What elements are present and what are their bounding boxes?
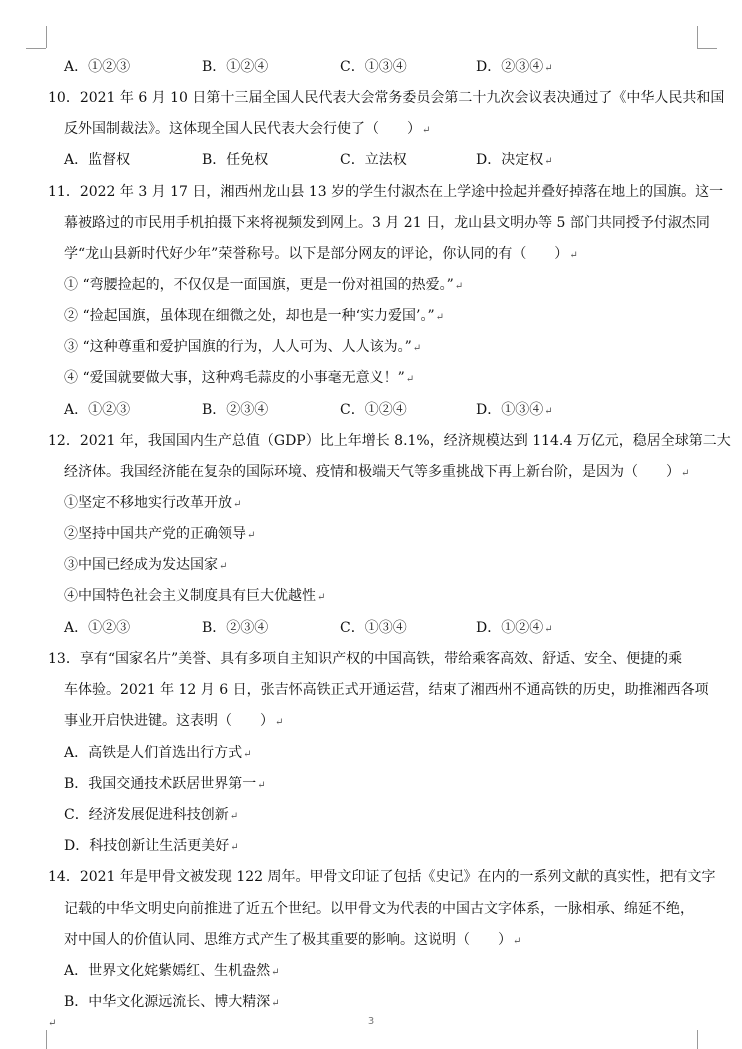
q10-option-d: D．决定权↵ bbox=[476, 152, 553, 168]
page-number: 3 bbox=[367, 1016, 375, 1027]
q14-choice-a: A．世界文化姹紫嫣红、生机盎然↵ bbox=[64, 963, 280, 979]
q11-stem-line-2: 幕被路过的市民用手机拍摄下来将视频发到网上。3 月 21 日，龙山县文明办等 5 部门共同授予付淑杰同 bbox=[64, 215, 710, 231]
q12-options bbox=[0, 613, 742, 644]
q13-choice-b: B．我国交通技术跃居世界第一↵ bbox=[64, 776, 266, 792]
q13-stem-line-1: 13．享有“国家名片”美誉、具有多项自主知识产权的中国高铁，带给乘客高效、舒适、安全、便捷的乘 bbox=[48, 651, 683, 667]
q11-stem-line-3: 学“龙山县新时代好少年”荣誉称号。以下是部分网友的评论，你认同的有（ ）↵ bbox=[64, 246, 578, 262]
q11-option-a: A．①②③ bbox=[64, 402, 131, 418]
q12-option-d: D．①②④↵ bbox=[476, 620, 553, 636]
q11-item-3: ③ “这种尊重和爱护国旗的行为，人人可为、人人该为。”↵ bbox=[64, 339, 422, 355]
q9-option-d: D．②③④↵ bbox=[476, 59, 553, 75]
q11-item-2: ② “捡起国旗，虽体现在细微之处，却也是一种‘实力爱国’。”↵ bbox=[64, 308, 445, 324]
q11-item-1: ① “弯腰捡起的，不仅仅是一面国旗，更是一份对祖国的热爱。”↵ bbox=[64, 277, 464, 293]
q14-stem-line-1: 14．2021 年是甲骨文被发现 122 周年。甲骨文印证了包括《史记》在内的一系列文献的真实性，把有文字 bbox=[48, 869, 716, 885]
q12-stem-line-1: 12．2021 年，我国国内生产总值（GDP）比上年增长 8.1%，经济规模达到 114.4 万亿元，稳居全球第二大 bbox=[48, 433, 731, 449]
q14-stem-line-3: 对中国人的价值认同、思维方式产生了极其重要的影响。这说明（ ）↵ bbox=[64, 932, 522, 948]
q10-option-b: B．任免权 bbox=[202, 152, 269, 168]
q11-option-c: C．①②④ bbox=[340, 402, 407, 418]
q9-options bbox=[0, 52, 742, 83]
q13-stem-line-3: 事业开启快进键。这表明（ ）↵ bbox=[64, 713, 284, 729]
q12-item-4: ④中国特色社会主义制度具有巨大优越性↵ bbox=[64, 588, 326, 604]
q12-stem-line-2: 经济体。我国经济能在复杂的国际环境、疫情和极端天气等多重挑战下再上新台阶，是因为（ ）↵ bbox=[64, 464, 690, 480]
q13-choice-c: C．经济发展促进科技创新↵ bbox=[64, 807, 239, 823]
q9-option-b: B．①②④ bbox=[202, 59, 269, 75]
q10-options bbox=[0, 145, 742, 176]
crop-mark-bottom-left-v bbox=[46, 1030, 47, 1049]
q10-option-a: A．监督权 bbox=[64, 152, 131, 168]
q14-stem-line-2: 记载的中华文明史向前推进了近五个世纪。以甲骨文为代表的中国古文字体系，一脉相承、绵延不绝， bbox=[64, 901, 694, 917]
q12-item-3: ③中国已经成为发达国家↵ bbox=[64, 557, 228, 573]
q11-options bbox=[0, 395, 742, 426]
crop-mark-top-left-v bbox=[46, 26, 47, 48]
q11-stem-line-1: 11．2022 年 3 月 17 日，湘西州龙山县 13 岁的学生付淑杰在上学途中捡起并叠好掉落在地上的国旗。这一 bbox=[48, 184, 724, 200]
q11-option-d: D．①③④↵ bbox=[476, 402, 553, 418]
q12-option-c: C．①③④ bbox=[340, 620, 407, 636]
q11-item-4: ④ “爱国就要做大事，这种鸡毛蒜皮的小事毫无意义！”↵ bbox=[64, 370, 415, 386]
q10-stem-line-2: 反外国制裁法》。这体现全国人民代表大会行使了（ ）↵ bbox=[64, 121, 431, 137]
q13-choice-a: A．高铁是人们首选出行方式↵ bbox=[64, 745, 252, 761]
q12-item-1: ①坚定不移地实行改革开放↵ bbox=[64, 495, 242, 511]
q9-option-c: C．①③④ bbox=[340, 59, 407, 75]
q13-stem-line-2: 车体验。2021 年 12 月 6 日，张吉怀高铁正式开通运营，结束了湘西州不通高铁的历史，助推湘西各项 bbox=[64, 682, 709, 698]
q11-option-b: B．②③④ bbox=[202, 402, 269, 418]
q10-stem-line-1: 10．2021 年 6 月 10 日第十三届全国人民代表大会常务委员会第二十九次会议表决通过了《中华人民共和国 bbox=[48, 90, 725, 106]
footer-paragraph-mark: ↵ bbox=[48, 1018, 57, 1029]
q10-option-c: C．立法权 bbox=[340, 152, 407, 168]
crop-mark-top-right-h bbox=[697, 48, 717, 49]
q12-option-a: A．①②③ bbox=[64, 620, 131, 636]
crop-mark-top-right-v bbox=[697, 26, 698, 48]
q13-choice-d: D．科技创新让生活更美好↵ bbox=[64, 838, 239, 854]
q14-choice-b: B．中华文化源远流长、博大精深↵ bbox=[64, 994, 280, 1010]
crop-mark-bottom-right-v bbox=[697, 1030, 698, 1049]
crop-mark-top-left-h bbox=[26, 48, 46, 49]
q12-item-2: ②坚持中国共产党的正确领导↵ bbox=[64, 526, 256, 542]
q12-option-b: B．②③④ bbox=[202, 620, 269, 636]
q9-option-a: A．①②③ bbox=[64, 59, 131, 75]
